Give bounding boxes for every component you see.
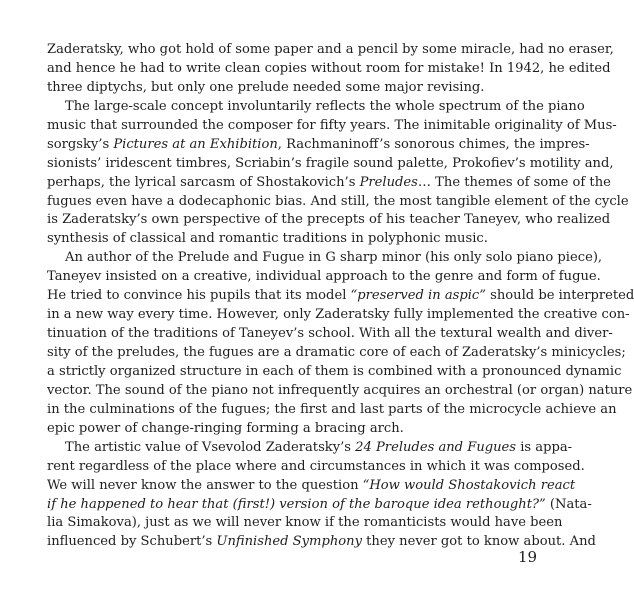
text-line <box>47 136 590 155</box>
text-run: Taneyev insisted on a creative, individual approach to the genre and form of fugue. <box>47 269 601 285</box>
text-run: Zaderatsky, who got hold of some paper and a pencil by some miracle, had no eraser, <box>47 42 614 57</box>
paragraph <box>47 41 614 98</box>
text-line <box>47 382 633 401</box>
paragraph <box>47 439 596 553</box>
text-run: fugues even have a dodecaphonic bias. And still, the most tangible element of the cycle <box>47 193 629 209</box>
text-line <box>47 230 551 249</box>
text-line <box>47 306 630 325</box>
text-run: The artistic value of Vsevolod Zaderatsky’s <box>65 439 356 455</box>
text-line <box>47 98 585 117</box>
text-run: a strictly organized structure in each of them is combined with a pronounced dynamic <box>47 363 622 379</box>
text-line <box>47 344 626 363</box>
text-run: perhaps, the lyrical sarcasm of Shostakovich’s <box>47 174 360 190</box>
italic-run: “preserved in aspic” <box>350 288 486 304</box>
text-line <box>47 268 601 287</box>
paragraph <box>47 98 629 250</box>
text-line <box>47 458 585 477</box>
italic-run: Preludes <box>359 174 418 190</box>
text-run: is Zaderatsky’s own perspective of the precepts of his teacher Taneyev, who realized <box>47 212 611 228</box>
text-line <box>47 155 614 174</box>
text-line <box>47 193 629 212</box>
text-run: epic power of change-ringing forming a bracing arch. <box>47 420 404 436</box>
text-line <box>47 117 617 136</box>
italic-run: if he happened to hear that (first!) version of the baroque idea rethought?” <box>47 496 546 512</box>
italic-run: Pictures at an Exhibition <box>113 136 278 152</box>
text-line <box>47 41 614 60</box>
text-line <box>47 514 563 533</box>
text-run: in a new way every time. However, only Zaderatsky fully implemented the creative con- <box>47 307 630 323</box>
text-line <box>47 439 573 458</box>
text-run: … The themes of some of the <box>417 174 611 190</box>
text-line <box>47 325 613 344</box>
text-run: (Nata- <box>545 496 592 512</box>
text-run: is appa- <box>516 439 573 455</box>
text-run: three diptychs, but only one prelude needed some major revising. <box>47 79 485 95</box>
text-line <box>47 496 592 515</box>
text-run: sity of the preludes, the fugues are a dramatic core of each of Zaderatsky’s minicycles; <box>47 345 626 360</box>
text-run: music that surrounded the composer for fifty years. The inimitable originality of Mus- <box>47 117 617 133</box>
page-number: 19 <box>518 548 538 566</box>
text-run: We will never know the answer to the question <box>47 477 363 493</box>
text-line <box>47 477 576 496</box>
text-run: sionists’ iridescent timbres, Scriabin’s fragile sound palette, Prokofiev’s motility and, <box>47 155 614 171</box>
text-run: tinuation of the traditions of Taneyev’s school. With all the textural wealth and diver- <box>47 326 613 342</box>
italic-run: Unfinished Symphony <box>216 534 362 550</box>
text-run: sorgsky’s <box>47 136 114 152</box>
text-run: , Rachmaninoff’s sonorous chimes, the impres- <box>277 136 590 152</box>
text-line <box>47 249 603 268</box>
text-run: synthesis of classical and romantic traditions in polyphonic music. <box>47 231 488 247</box>
text-run: they never got to know about. And <box>362 534 596 550</box>
body-text <box>47 41 634 552</box>
text-line <box>47 420 551 439</box>
text-run: lia Simakova), just as we will never know if the romanticists would have been <box>47 515 563 531</box>
italic-run: 24 Preludes and Fugues <box>355 439 517 455</box>
text-line <box>47 401 617 420</box>
text-line <box>47 79 551 98</box>
text-run: rent regardless of the place where and circumstances in which it was composed. <box>47 458 585 474</box>
text-run: vector. The sound of the piano not infrequently acquires an orchestral (or organ) nature <box>47 382 633 398</box>
text-run: in the culminations of the fugues; the first and last parts of the microcycle achieve an <box>47 401 617 417</box>
paragraph <box>47 249 634 438</box>
text-run: should be interpreted <box>485 288 634 304</box>
text-run: An author of the Prelude and Fugue in G sharp minor (his only solo piano piece), <box>65 250 603 266</box>
text-line <box>47 533 596 552</box>
text-line <box>47 60 611 79</box>
text-line <box>47 363 622 382</box>
text-line <box>47 211 611 230</box>
text-run: and hence he had to write clean copies without room for mistake! In 1942, he edited <box>47 60 611 76</box>
text-run: He tried to convince his pupils that its model <box>47 288 351 304</box>
italic-run: “How would Shostakovich react <box>362 477 576 493</box>
text-run: influenced by Schubert’s <box>47 534 217 550</box>
text-line <box>47 174 611 193</box>
text-line <box>47 287 634 306</box>
text-run: The large-scale concept involuntarily reflects the whole spectrum of the piano <box>65 98 585 114</box>
